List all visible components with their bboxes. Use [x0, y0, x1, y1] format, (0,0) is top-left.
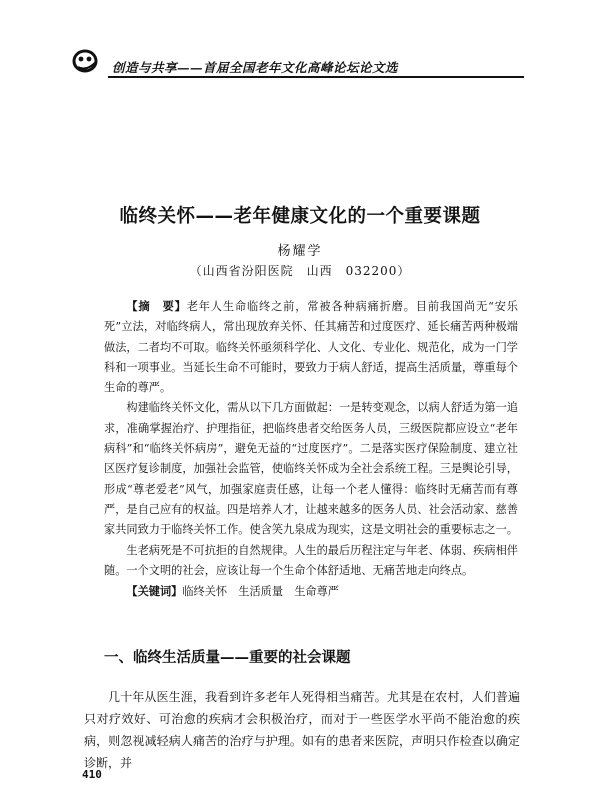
abstract-paragraph-3: 生老病死是不可抗拒的自然规律。人生的最后历程注定与年老、体弱、疾病相伴随。一个文明的社会，应该让每一个生命个体舒适地、无痛苦地走向终点。	[104, 543, 518, 577]
author-affiliation: （山西省汾阳医院 山西 032200）	[189, 264, 411, 278]
author-name: 杨耀学	[277, 244, 323, 259]
journal-logo-icon	[72, 48, 100, 74]
header-rule	[108, 76, 524, 78]
keywords-line	[104, 581, 518, 602]
body-text	[84, 686, 520, 774]
abstract-text: 老年人生命临终之前，常被各种病痛折磨。目前我国尚无“安乐死”立法，对临终病人，常出现放弃关怀、任其痛苦和过度医疗、延长痛苦两种极端做法，二者均不可取。临终关怀亟须科学化、人文化、专业化、规范化，成为一门学科和一项事业。当延长生命不可能时，要致力于病人舒适，提高生活质量，尊重每个生命的尊严。	[104, 300, 518, 395]
section-heading: 一、临终生活质量——重要的社会课题	[104, 650, 351, 666]
abstract-paragraph-1	[104, 296, 518, 398]
keywords-text: 临终关怀 生活质量 生命尊严	[182, 585, 339, 599]
article-title: 临终关怀——老年健康文化的一个重要课题	[119, 206, 481, 227]
page-number: 410	[82, 768, 102, 781]
keywords-label: 【关键词】	[126, 584, 183, 599]
abstract-paragraph-2: 构建临终关怀文化，需从以下几方面做起：一是转变观念，以病人舒适为第一追求，准确掌握治疗、护理指征，把临终患者交给医务人员，三级医院都应设立“老年病科”和“临终关怀病房”，避免无益的“过度医疗”。二是落实医疗保险制度、建立社区医疗复诊制度，加强社会监管，使临终关怀成为全社会系统工程。三是舆论引导，形成“尊老爱老”风气，加强家庭责任感，让每一个老人懂得：临终时无痛苦而有尊严，是自己应有的权益。四是培养人才，让越来越多的医务人员、社会活动家、慈善家共同致力于临终关怀工作。使含笑九泉成为现实，这是文明社会的重要标志之一。	[104, 401, 518, 537]
abstract-block	[104, 296, 518, 602]
body-paragraph: 几十年从医生涯，我看到许多老年人死得相当痛苦。尤其是在农村，人们普遍只对疗效好、可治愈的疾病才会积极治疗，而对于一些医学水平尚不能治愈的疾病，则忽视减轻病人痛苦的治疗与护理。如有的患者来医院，声明只作检查以确定诊断，并	[84, 690, 520, 770]
abstract-label: 【摘 要】	[126, 299, 187, 313]
running-header-title: 创造与共享——首届全国老年文化高峰论坛论文选	[112, 60, 399, 75]
running-header	[72, 52, 524, 78]
